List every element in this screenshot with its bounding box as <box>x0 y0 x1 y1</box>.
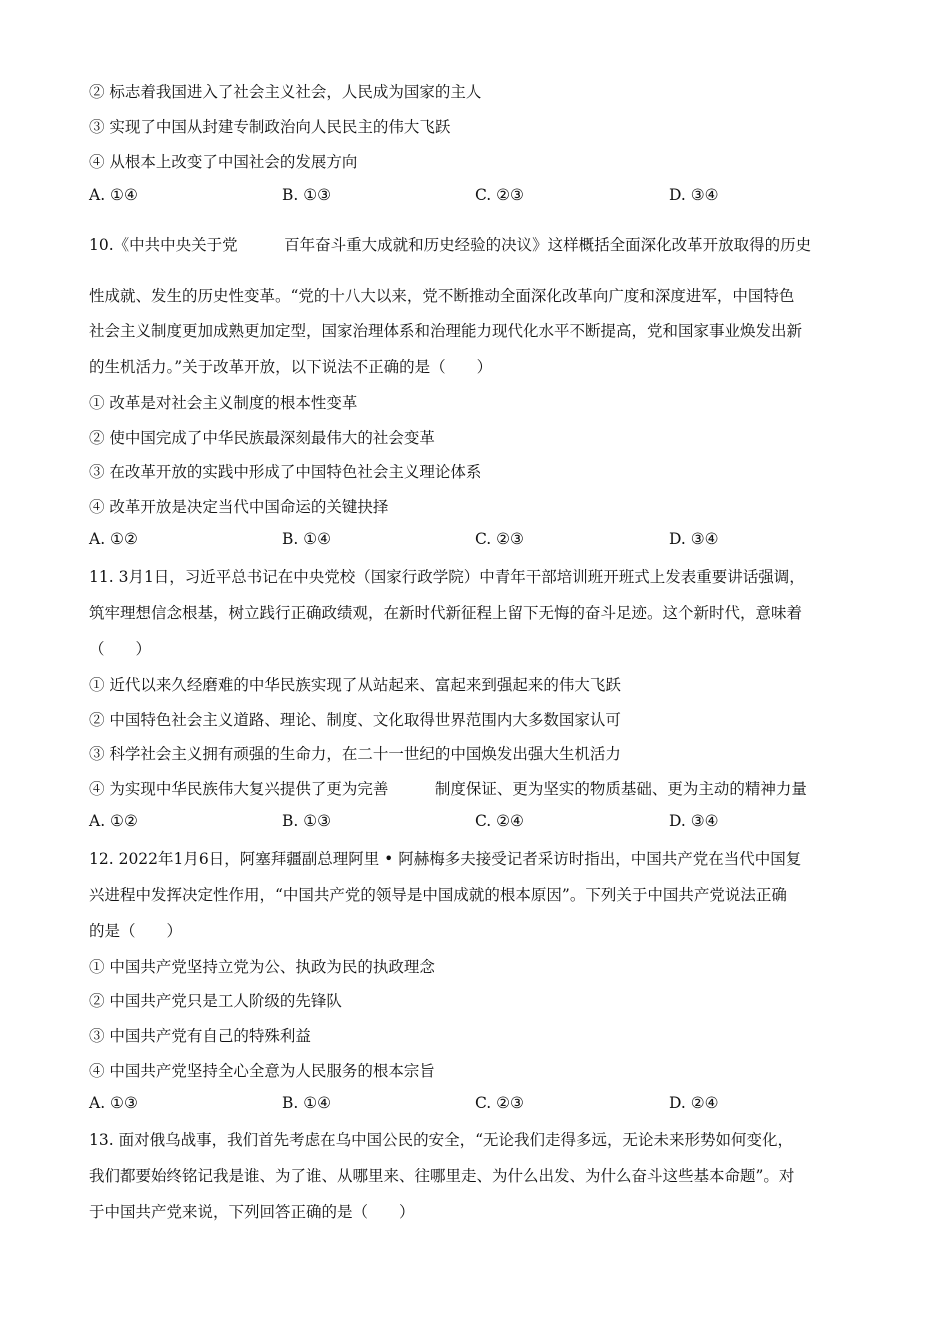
q12-item-4: ④ 中国共产党坚持全心全意为人民服务的根本宗旨 <box>89 1062 435 1080</box>
q13-stem-line-3: 于中国共产党来说，下列回答正确的是（ ） <box>89 1203 415 1221</box>
q9-item-3: ③ 实现了中国从封建专制政治向人民民主的伟大飞跃 <box>89 118 451 136</box>
q12-item-1: ① 中国共产党坚持立党为公、执政为民的执政理念 <box>89 958 435 976</box>
q11-stem-line-2: 筑牢理想信念根基，树立践行正确政绩观，在新时代新征程上留下无悔的奋斗足迹。这个新时代，意味着 <box>89 604 803 622</box>
q11-option-b[interactable]: B. ①③ <box>282 812 332 830</box>
q12-stem-line-3: 的是（ ） <box>89 922 183 940</box>
q12-option-b[interactable]: B. ①④ <box>282 1094 332 1112</box>
q12-option-c[interactable]: C. ②③ <box>475 1094 524 1112</box>
q9-options <box>89 186 789 208</box>
q10-item-3: ③ 在改革开放的实践中形成了中国特色社会主义理论体系 <box>89 463 482 481</box>
q11-option-d[interactable]: D. ③④ <box>669 812 719 830</box>
q12-stem-line-2: 兴进程中发挥决定性作用，“中国共产党的领导是中国成就的根本原因”。下列关于中国共产党说法正确 <box>89 886 787 904</box>
q9-option-a[interactable]: A. ①④ <box>89 186 138 204</box>
q11-item-2: ② 中国特色社会主义道路、理论、制度、文化取得世界范围内大多数国家认可 <box>89 711 621 729</box>
q10-stem-line-1: 10.《中共中央关于党 百年奋斗重大成就和历史经验的决议》这样概括全面深化改革开放取得的历史 <box>89 236 812 254</box>
q12-stem-line-1: 12. 2022年1月6日，阿塞拜疆副总理阿里 • 阿赫梅多夫接受记者采访时指出，中国共产党在当代中国复 <box>89 850 802 868</box>
q11-item-1: ① 近代以来久经磨难的中华民族实现了从站起来、富起来到强起来的伟大飞跃 <box>89 676 621 694</box>
q10-option-b[interactable]: B. ①④ <box>282 530 332 548</box>
q12-option-d[interactable]: D. ②④ <box>669 1094 719 1112</box>
q11-stem-line-1: 11. 3月1日，习近平总书记在中央党校（国家行政学院）中青年干部培训班开班式上发表重要讲话强调， <box>89 568 805 586</box>
q10-option-c[interactable]: C. ②③ <box>475 530 524 548</box>
q10-options <box>89 530 789 552</box>
q9-item-4: ④ 从根本上改变了中国社会的发展方向 <box>89 153 358 171</box>
q12-option-a[interactable]: A. ①③ <box>89 1094 138 1112</box>
q9-option-d[interactable]: D. ③④ <box>669 186 719 204</box>
q10-stem-line-2: 性成就、发生的历史性变革。“党的十八大以来，党不断推动全面深化改革向广度和深度进军，中国特色 <box>89 287 795 305</box>
q12-item-2: ② 中国共产党只是工人阶级的先锋队 <box>89 992 342 1010</box>
q12-options <box>89 1094 789 1116</box>
q10-stem-line-3: 社会主义制度更加成熟更加定型，国家治理体系和治理能力现代化水平不断提高，党和国家事业焕发出新 <box>89 322 803 340</box>
q10-option-a[interactable]: A. ①② <box>89 530 138 548</box>
q11-option-c[interactable]: C. ②④ <box>475 812 524 830</box>
q11-item-3: ③ 科学社会主义拥有顽强的生命力，在二十一世纪的中国焕发出强大生机活力 <box>89 745 621 763</box>
q12-item-3: ③ 中国共产党有自己的特殊利益 <box>89 1027 311 1045</box>
q10-item-4: ④ 改革开放是决定当代中国命运的关键抉择 <box>89 498 389 516</box>
q11-option-a[interactable]: A. ①② <box>89 812 138 830</box>
q10-item-1: ① 改革是对社会主义制度的根本性变革 <box>89 394 358 412</box>
q11-stem-line-3: （ ） <box>89 640 152 658</box>
q9-option-b[interactable]: B. ①③ <box>282 186 332 204</box>
q10-option-d[interactable]: D. ③④ <box>669 530 719 548</box>
q11-options <box>89 812 789 834</box>
q9-option-c[interactable]: C. ②③ <box>475 186 524 204</box>
q10-stem-line-4: 的生机活力。”关于改革开放，以下说法不正确的是（ ） <box>89 358 493 376</box>
q10-item-2: ② 使中国完成了中华民族最深刻最伟大的社会变革 <box>89 429 435 447</box>
q13-stem-line-2: 我们都要始终铭记我是谁、为了谁、从哪里来、往哪里走、为什么出发、为什么奋斗这些基本命题”。对 <box>89 1167 795 1185</box>
q11-item-4: ④ 为实现中华民族伟大复兴提供了更为完善 制度保证、更为坚实的物质基础、更为主动的精神力量 <box>89 780 807 798</box>
q13-stem-line-1: 13. 面对俄乌战事，我们首先考虑在乌中国公民的安全，“无论我们走得多远，无论未来形势如何变化， <box>89 1131 794 1149</box>
q9-item-2: ② 标志着我国进入了社会主义社会，人民成为国家的主人 <box>89 83 482 101</box>
